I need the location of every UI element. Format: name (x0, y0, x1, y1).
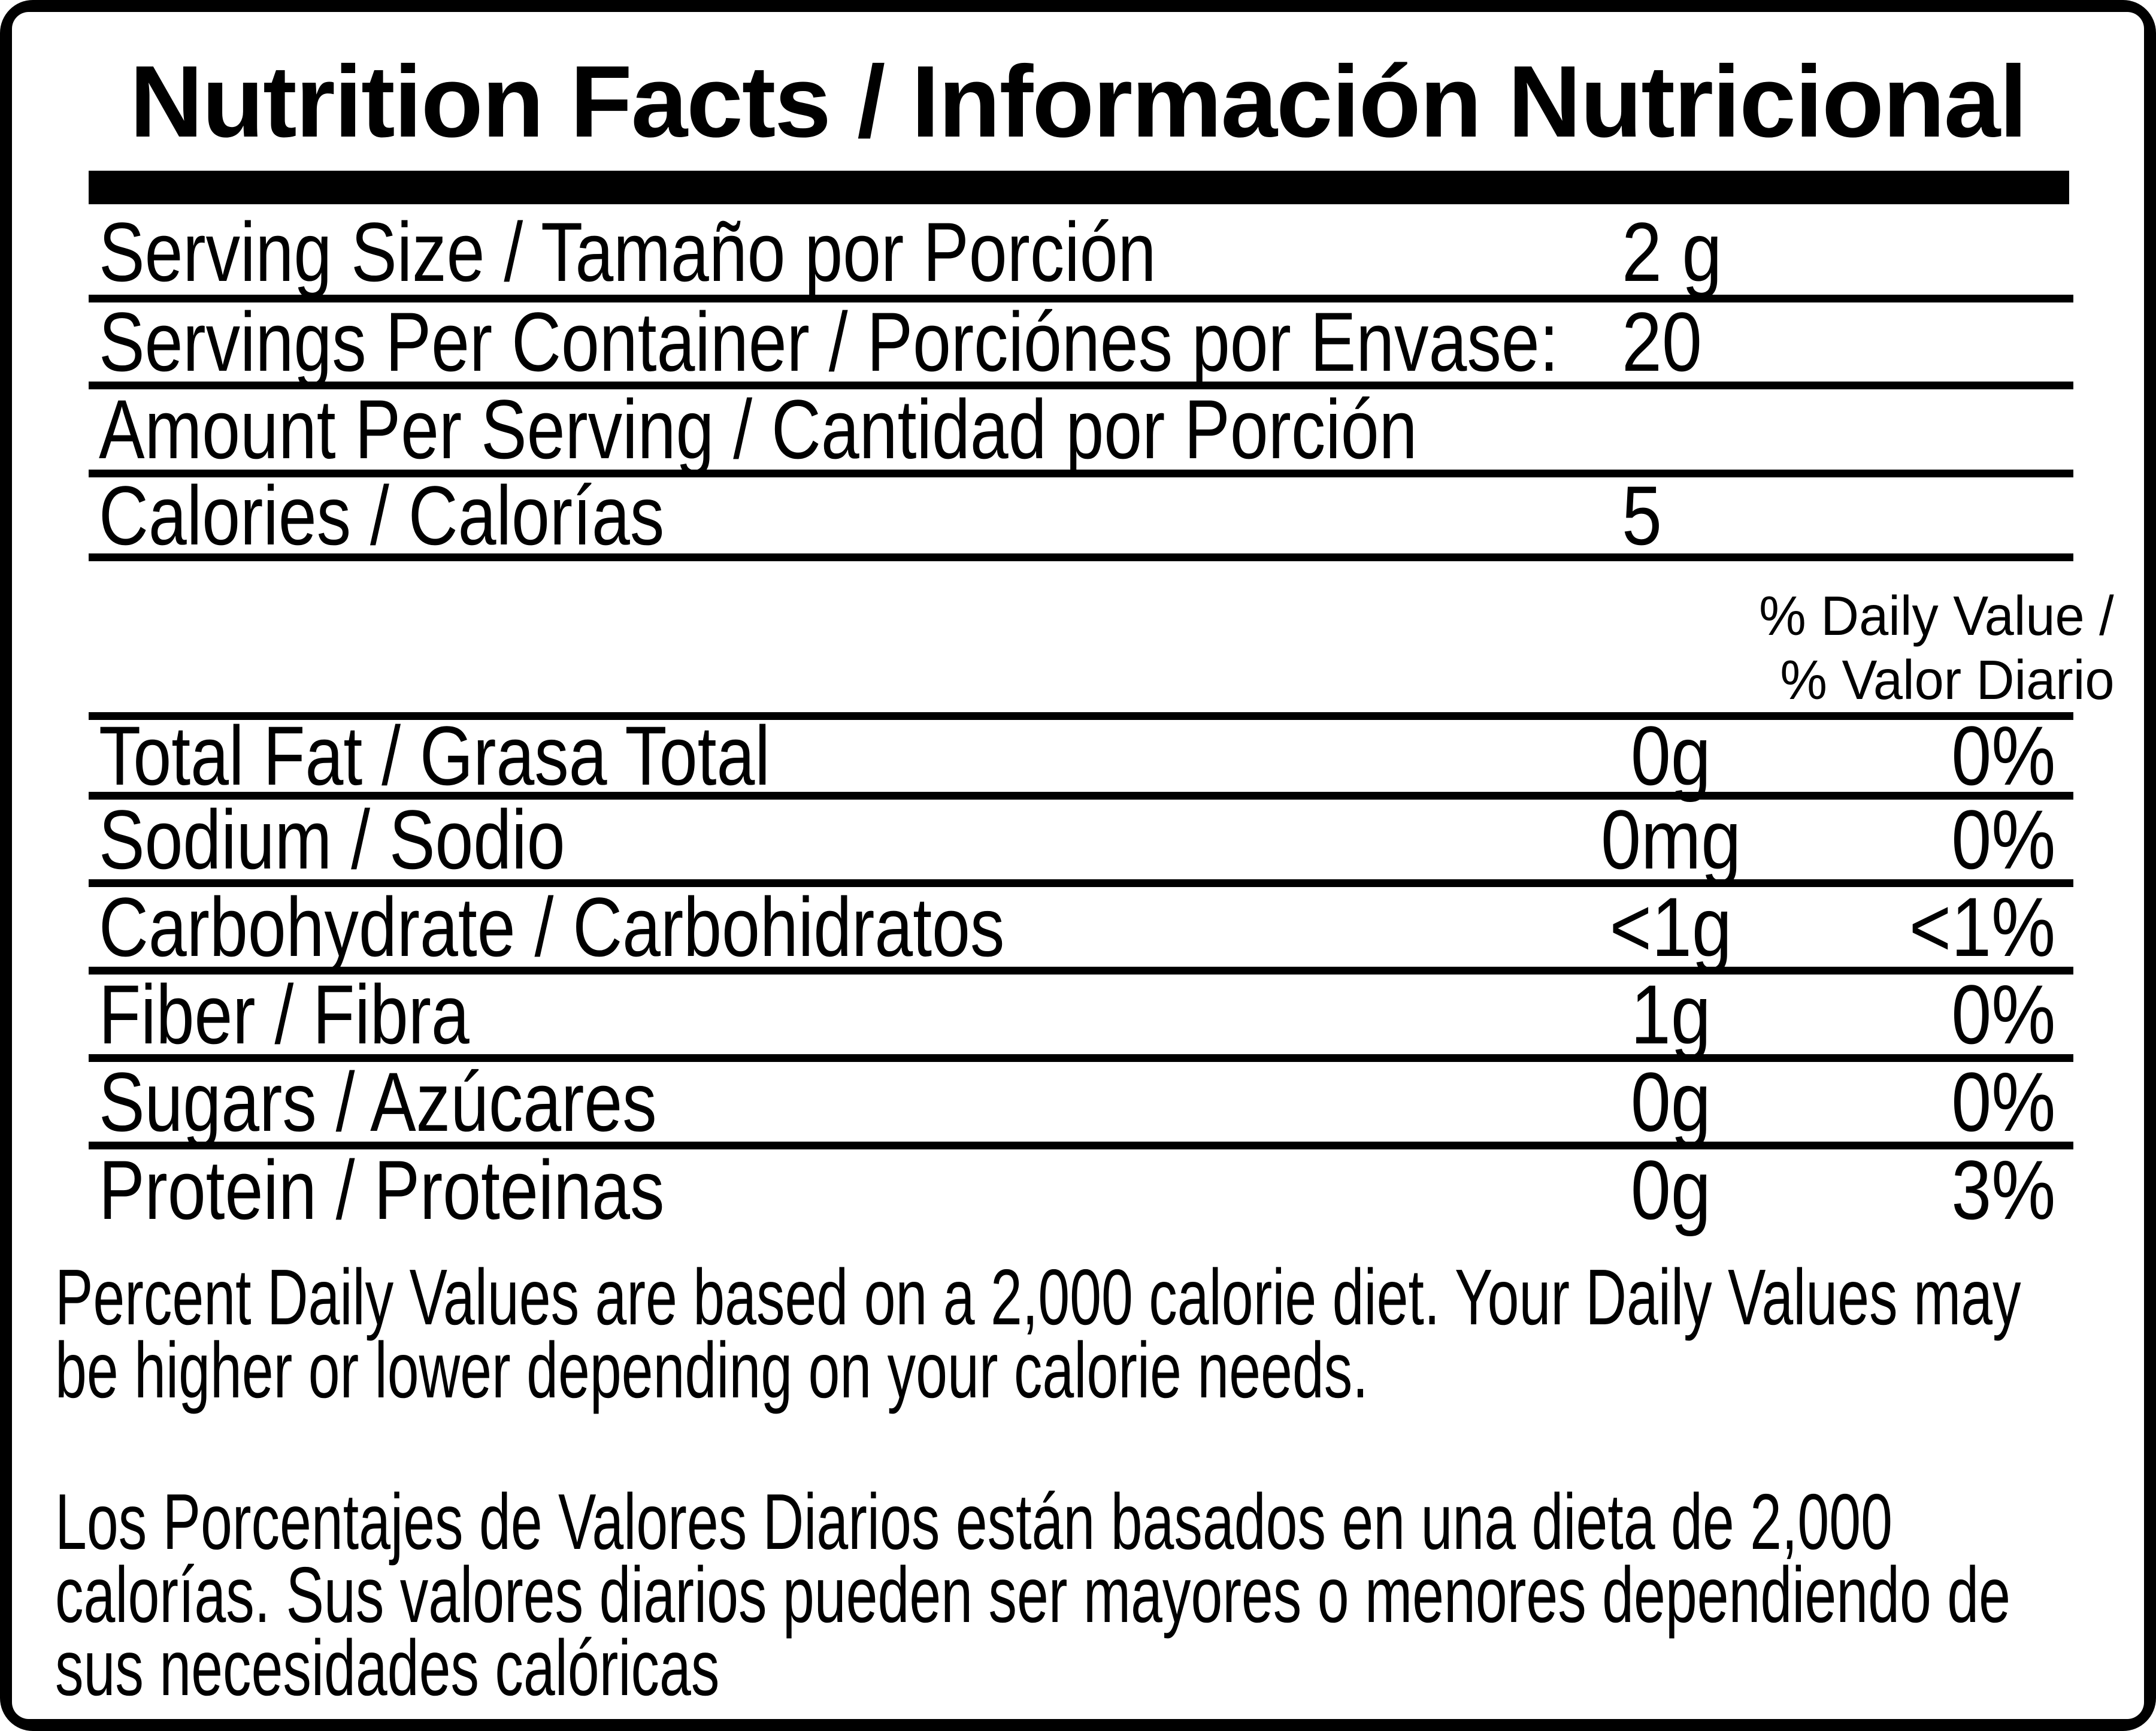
amount-per-serving-row (89, 382, 2073, 477)
footnote-spanish-line1: Los Porcentajes de Valores Diarios están basados en una dieta de 2,000 (55, 1478, 1892, 1566)
sugars-row (89, 1054, 2073, 1149)
serving-size-label: Serving Size / Tamaño por Porción (99, 205, 1156, 299)
total-fat-label: Total Fat / Grasa Total (99, 709, 770, 803)
protein-row (89, 1142, 2073, 1237)
fiber-label: Fiber / Fibra (99, 967, 470, 1061)
label-sheet (12, 12, 2144, 1719)
total-fat-row (89, 709, 2073, 803)
carbohydrate-label: Carbohydrate / Carbohidratos (99, 879, 1005, 974)
footnote-spanish-line2: calorías. Sus valores diarios pueden ser mayores o menores dependiendo de (55, 1551, 2010, 1639)
footnote-spanish-line3: sus necesidades calóricas (55, 1624, 720, 1712)
sugars-label: Sugars / Azúcares (99, 1054, 657, 1149)
total-fat-daily-value: 0% (1951, 709, 2055, 803)
footnote-english (55, 1253, 2144, 1414)
fiber-daily-value: 0% (1951, 967, 2055, 1061)
carbohydrate-daily-value: <1% (1909, 879, 2055, 974)
daily-value-header-line1: % Daily Value / (1759, 585, 2114, 647)
calories-value: 5 (1622, 468, 1662, 562)
sodium-daily-value: 0% (1951, 792, 2055, 886)
footnote-english-line1: Percent Daily Values are based on a 2,000 calorie diet. Your Daily Values may (55, 1253, 2021, 1341)
calories-row (89, 468, 2073, 562)
carbohydrate-row (89, 879, 2073, 975)
sodium-label: Sodium / Sodio (99, 792, 565, 886)
footnote-spanish (55, 1478, 2144, 1712)
protein-amount: 0g (1631, 1142, 1711, 1237)
total-fat-amount: 0g (1631, 709, 1711, 803)
protein-daily-value: 3% (1951, 1142, 2055, 1237)
fiber-row (89, 967, 2073, 1062)
label-title: Nutrition Facts / Información Nutricional (129, 45, 2027, 159)
sugars-amount: 0g (1631, 1054, 1711, 1149)
serving-size-row (89, 205, 2073, 302)
servings-per-container-label: Servings Per Container / Porciónes por Envase: (99, 295, 1559, 389)
sugars-daily-value: 0% (1951, 1054, 2055, 1149)
calories-label: Calories / Calorías (99, 468, 665, 562)
amount-per-serving-label: Amount Per Serving / Cantidad por Porción (99, 382, 1418, 476)
carbohydrate-amount: <1g (1609, 879, 1733, 974)
servings-per-container-value: 20 (1622, 295, 1702, 389)
footnote-english-line2: be higher or lower depending on your calorie needs. (55, 1326, 1368, 1414)
protein-label: Protein / Proteinas (99, 1142, 665, 1237)
serving-size-value: 2 g (1622, 205, 1722, 299)
servings-per-container-row (89, 295, 2073, 389)
fiber-amount: 1g (1631, 967, 1711, 1061)
sodium-amount: 0mg (1600, 792, 1742, 886)
sodium-row (89, 792, 2073, 887)
daily-value-header (1740, 584, 2114, 712)
daily-value-header-line2: % Valor Diario (1779, 649, 2114, 711)
title-divider-bar (89, 171, 2069, 204)
